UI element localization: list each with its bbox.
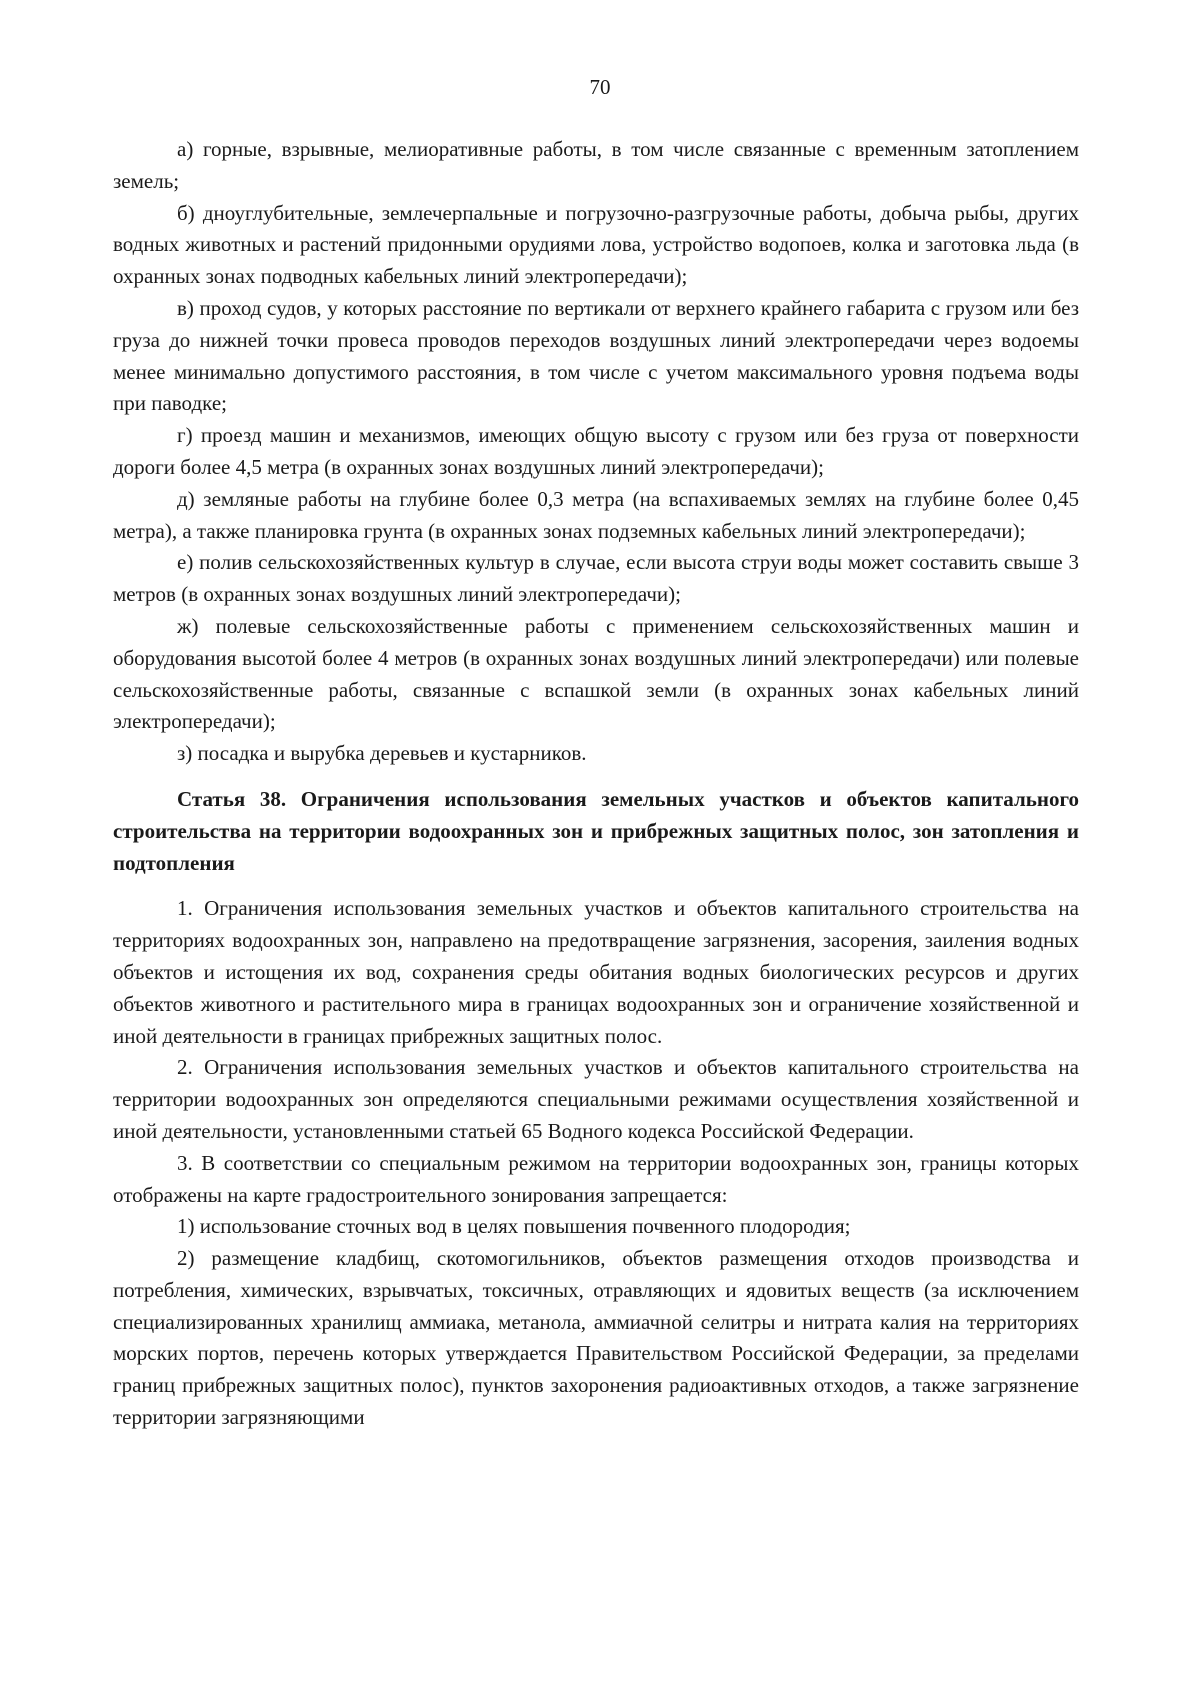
article-paragraph-3: 3. В соответствии со специальным режимом на территории водоохранных зон, границы которых отображены на карте градостроительного зонирования запрещается:: [113, 1150, 1079, 1207]
article-paragraph-2: 2. Ограничения использования земельных участков и объектов капитального строительства на территории водоохранных зон определяются специальными режимами осуществления хозяйственной и иной деятельности, установленными статьей 65 Водного кодекса Российской Федерации.: [113, 1055, 1079, 1143]
list-item-zh: ж) полевые сельскохозяйственные работы с применением сельскохозяйственных машин и оборудования высотой более 4 метров (в охранных зонах воздушных линий электропередачи) или полевые сельскохозяйственные работы, связанные с вспашкой земли (в охранных зонах кабельных линий электропередачи);: [113, 613, 1079, 734]
article-38-heading: Статья 38. Ограничения использования земельных участков и объектов капитального строительства на территории водоохранных зон и прибрежных защитных полос, зон затопления и подтопления: [113, 786, 1079, 875]
list-item-d: д) земляные работы на глубине более 0,3 метра (на вспахиваемых землях на глубине более 0,45 метра), а также планировка грунта (в охранных зонах подземных кабельных линий электропередачи);: [113, 486, 1079, 543]
list-item-e: е) полив сельскохозяйственных культур в случае, если высота струи воды может составить свыше 3 метров (в охранных зонах воздушных линий электропередачи);: [113, 550, 1079, 607]
article-paragraph-1: 1. Ограничения использования земельных участков и объектов капитального строительства на территориях водоохранных зон, направлено на предотвращение загрязнения, засорения, заиления водных объектов и истощения их вод, сохранения среды обитания водных биологических ресурсов и других объектов животного и растительного мира в границах водоохранных зон и ограничение хозяйственной и иной деятельности в границах прибрежных защитных полос.: [113, 896, 1079, 1048]
prohibition-item-1: 1) использование сточных вод в целях повышения почвенного плодородия;: [177, 1214, 851, 1239]
list-item-z: з) посадка и вырубка деревьев и кустарников.: [177, 741, 587, 766]
prohibition-item-2: 2) размещение кладбищ, скотомогильников, объектов размещения отходов производства и потребления, химических, взрывчатых, токсичных, отравляющих и ядовитых веществ (за исключением специализированных хранилищ аммиака, метанола, аммиачной селитры и нитрата калия на территориях морских портов, перечень которых утверждается Правительством Российской Федерации, за пределами границ прибрежных защитных полос), пунктов захоронения радиоактивных отходов, а также загрязнение территории загрязняющими: [113, 1246, 1079, 1430]
list-item-g: г) проезд машин и механизмов, имеющих общую высоту с грузом или без груза от поверхности дороги более 4,5 метра (в охранных зонах воздушных линий электропередачи);: [113, 423, 1079, 479]
page-number: 70: [589, 75, 611, 99]
list-item-a: а) горные, взрывные, мелиоративные работы, в том числе связанные с временным затоплением земель;: [113, 137, 1079, 193]
list-item-v: в) проход судов, у которых расстояние по вертикали от верхнего крайнего габарита с грузом или без груза до нижней точки провеса проводов переходов воздушных линий электропередачи через водоемы менее минимально допустимого расстояния, в том числе с учетом максимального уровня подъема воды при паводке;: [113, 295, 1079, 416]
list-item-b: б) дноуглубительные, землечерпальные и погрузочно-разгрузочные работы, добыча рыбы, других водных животных и растений придонными орудиями лова, устройство водопоев, колка и заготовка льда (в охранных зонах подводных кабельных линий электропередачи);: [113, 200, 1079, 289]
document-body: [113, 134, 1079, 1434]
